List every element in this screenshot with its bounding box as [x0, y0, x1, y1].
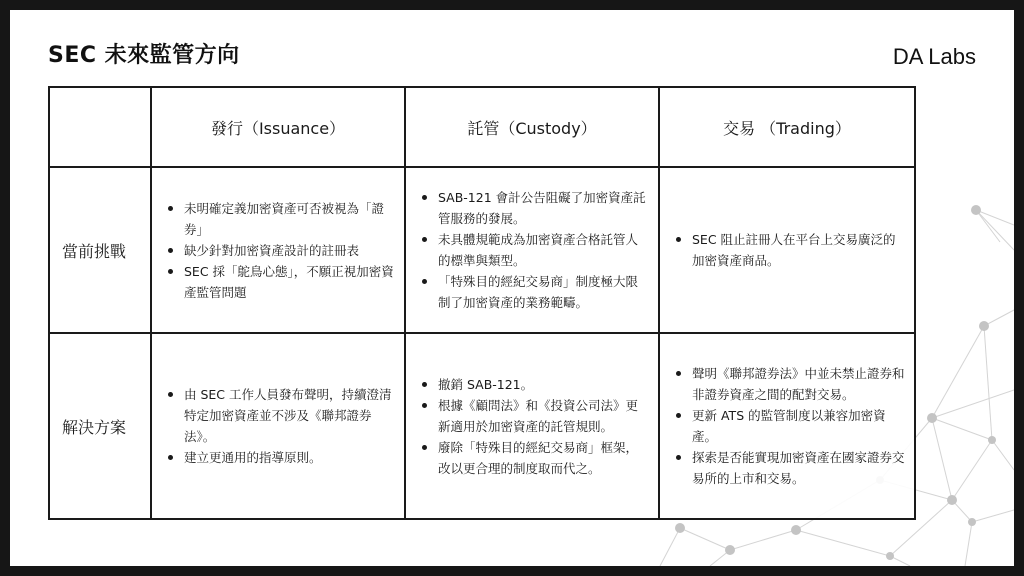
list-item: 缺少針對加密資產設計的註冊表: [166, 240, 396, 261]
brand-logo: DA Labs: [892, 44, 976, 69]
list-item: 根據《顧問法》和《投資公司法》更新適用於加密資產的託管規則。: [420, 395, 650, 437]
bullet-list: [420, 374, 650, 479]
slide: [10, 10, 1014, 566]
list-item: 撤銷 SAB-121。: [420, 374, 650, 395]
list-item: 未具體規範成為加密資產合格託管人的標準與類型。: [420, 229, 650, 271]
list-item: 未明確定義加密資產可否被視為「證券」: [166, 198, 396, 240]
bullet-list: [166, 198, 396, 303]
row-header-solutions: 解決方案: [49, 333, 151, 519]
list-item: 建立更通用的指導原則。: [166, 447, 396, 468]
column-header-issuance: 發行（Issuance）: [151, 87, 405, 167]
list-item: 「特殊目的經紀交易商」制度極大限制了加密資產的業務範疇。: [420, 271, 650, 313]
column-header-trading: 交易 （Trading）: [659, 87, 915, 167]
list-item: 聲明《聯邦證券法》中並未禁止證券和非證券資產之間的配對交易。: [674, 363, 906, 405]
bullet-list: [166, 384, 396, 468]
list-item: 廢除「特殊目的經紀交易商」框架，改以更合理的制度取而代之。: [420, 437, 650, 479]
table-row-solutions: [49, 333, 915, 519]
cell-challenges-issuance: [151, 167, 405, 333]
list-item: 更新 ATS 的監管制度以兼容加密資產。: [674, 405, 906, 447]
row-header-challenges: 當前挑戰: [49, 167, 151, 333]
regulation-table: [48, 86, 916, 520]
cell-solutions-issuance: [151, 333, 405, 519]
cell-solutions-custody: [405, 333, 659, 519]
corner-cell: [49, 87, 151, 167]
list-item: SEC 阻止註冊人在平台上交易廣泛的加密資產商品。: [674, 229, 906, 271]
table-header-row: [49, 87, 915, 167]
table-row-challenges: [49, 167, 915, 333]
bullet-list: [674, 229, 906, 271]
list-item: SAB-121 會計公告阻礙了加密資產託管服務的發展。: [420, 187, 650, 229]
cell-solutions-trading: [659, 333, 915, 519]
list-item: SEC 採「鴕鳥心態」，不願正視加密資產監管問題: [166, 261, 396, 303]
list-item: 探索是否能實現加密資產在國家證券交易所的上市和交易。: [674, 447, 906, 489]
cell-challenges-custody: [405, 167, 659, 333]
column-header-custody: 託管（Custody）: [405, 87, 659, 167]
list-item: 由 SEC 工作人員發布聲明，持續澄清特定加密資產並不涉及《聯邦證券法》。: [166, 384, 396, 447]
page-title: SEC 未來監管方向: [48, 43, 240, 68]
cell-challenges-trading: [659, 167, 915, 333]
bullet-list: [420, 187, 650, 313]
bullet-list: [674, 363, 906, 489]
